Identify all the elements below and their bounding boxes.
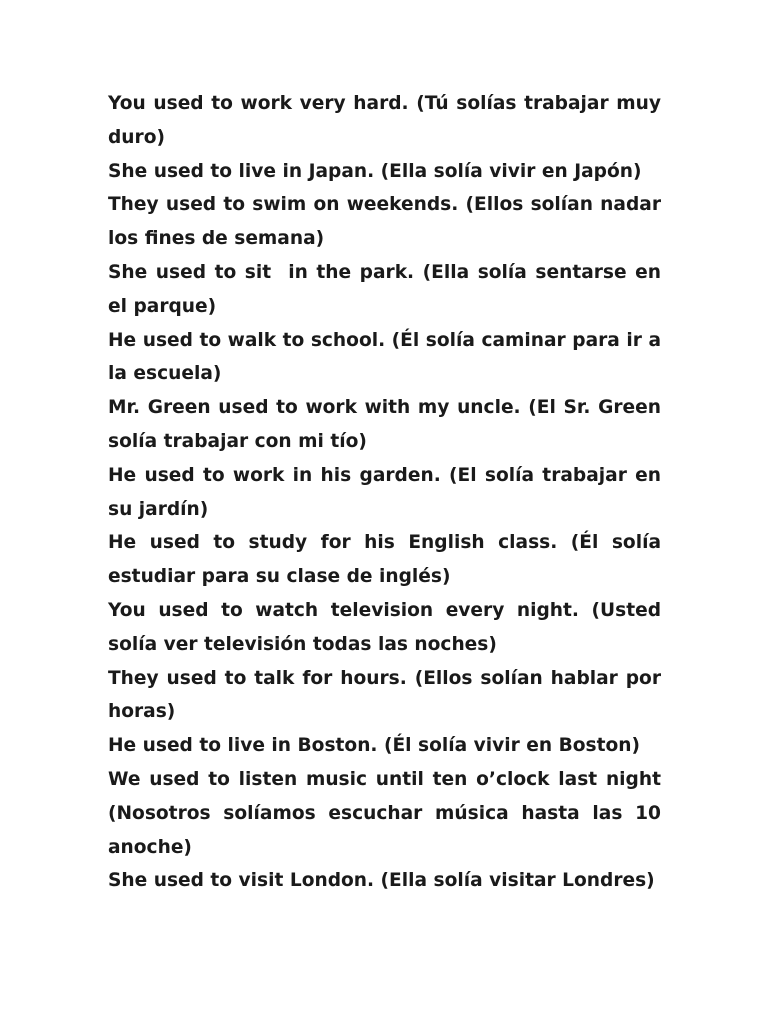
sentence-paragraph: Mr. Green used to work with my uncle. (El Sr. Green solía trabajar con mi tío) — [108, 397, 668, 452]
sentence-paragraph: They used to talk for hours. (Ellos solían hablar por horas) — [108, 667, 668, 723]
sentence-paragraph: She used to live in Japan. (Ella solía vivir en Japón) — [108, 160, 642, 182]
sentence-paragraph: You used to work very hard. (Tú solías trabajar muy duro) — [108, 93, 668, 148]
sentence-paragraph: She used to sit in the park. (Ella solía sentarse en el parque) — [108, 261, 668, 317]
sentence-paragraph: They used to swim on weekends. (Ellos solían nadar los fines de semana) — [108, 194, 668, 250]
sentence-paragraph: He used to live in Boston. (Él solía vivir en Boston) — [108, 735, 640, 757]
sentence-paragraph: He used to work in his garden. (El solía trabajar en su jardín) — [108, 464, 668, 520]
document-page — [108, 87, 668, 898]
sentence-paragraph: He used to walk to school. (Él solía caminar para ir a la escuela) — [108, 329, 668, 385]
sentence-paragraph: We used to listen music until ten o’clock last night (Nosotros solíamos escuchar música hasta las 10 anoche) — [108, 768, 668, 858]
sentence-paragraph: You used to watch television every night. (Usted solía ver televisión todas las noches) — [108, 599, 668, 655]
sentence-paragraph: He used to study for his English class. (Él solía estudiar para su clase de inglés) — [108, 532, 668, 588]
sentence-paragraph: She used to visit London. (Ella solía visitar Londres) — [108, 870, 655, 892]
